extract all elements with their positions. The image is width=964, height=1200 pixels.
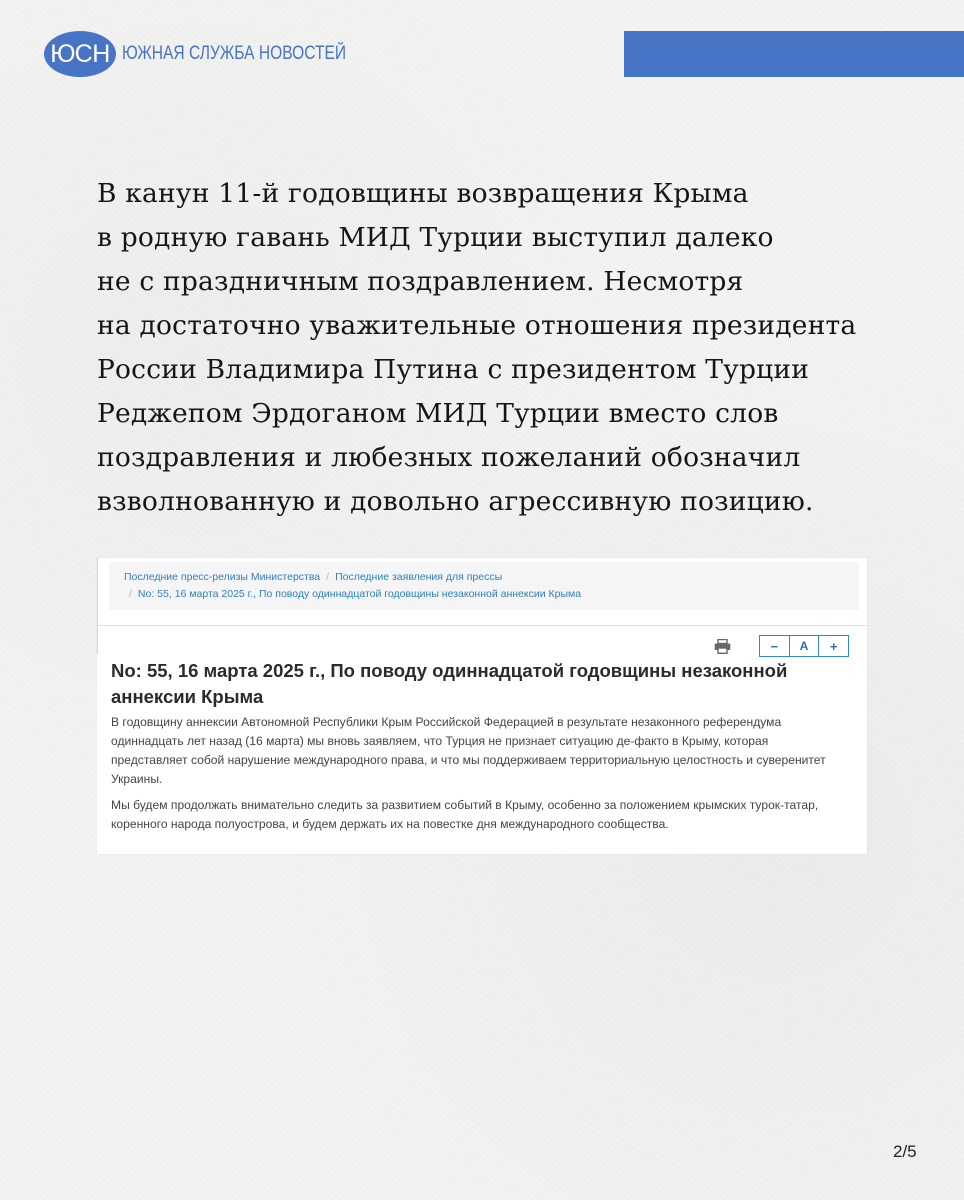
breadcrumb-link-statements[interactable]: Последние заявления для прессы (335, 571, 503, 583)
paragraph-line: одиннадцать лет назад (16 марта) мы вновь заявляем, что Турция не признает ситуацию де-факто в Крыму, которая (111, 734, 769, 748)
divider (97, 625, 867, 626)
release-title (111, 658, 851, 710)
breadcrumb-row (129, 588, 581, 600)
breadcrumb-separator: / (326, 571, 330, 583)
lead-line: не с праздничным поздравлением. Несмотря (97, 266, 744, 297)
paragraph-line: Мы будем продолжать внимательно следить за развитием событий в Крыму, особенно за положением крымских турок-татар, (111, 798, 819, 812)
lead-line: В канун 11-й годовщины возвращения Крыма (97, 178, 749, 209)
press-release-screenshot (97, 558, 867, 854)
screenshot-edge (97, 558, 98, 654)
paragraph-line: представляет собой нарушение международного права, и что мы поддерживаем территориальную целостность и суверенитет (111, 753, 826, 767)
lead-line: Реджепом Эрдоганом МИД Турции вместо слов (97, 398, 779, 429)
header-accent-bar (624, 31, 964, 77)
paragraph-line: В годовщину аннексии Автономной Республики Крым Российской Федерацией в результате незаконного референдума (111, 715, 782, 729)
lead-line: на достаточно уважительные отношения президента (97, 310, 857, 341)
release-title-line: No: 55, 16 марта 2025 г., По поводу одиннадцатой годовщины незаконной (111, 660, 788, 681)
breadcrumb-row (124, 571, 502, 583)
font-decrease-button[interactable]: − (770, 638, 779, 654)
release-paragraph (111, 796, 854, 834)
breadcrumb-separator: / (129, 588, 132, 600)
release-paragraph (111, 713, 854, 789)
breadcrumb-link-press-releases[interactable]: Последние пресс-релизы Министерства (124, 571, 321, 583)
release-title-line: аннексии Крыма (111, 686, 264, 707)
logo-text: ЮЖНАЯ СЛУЖБА НОВОСТЕЙ (122, 43, 347, 64)
font-size-controls (759, 635, 849, 657)
page-number: 2/5 (893, 1142, 917, 1161)
print-icon[interactable] (714, 639, 731, 654)
logo (44, 30, 395, 78)
font-increase-button[interactable]: + (818, 636, 848, 656)
breadcrumb-current[interactable]: No: 55, 16 марта 2025 г., По поводу одиннадцатой годовщины незаконной аннексии Крыма (137, 588, 582, 600)
lead-line: России Владимира Путина с президентом Турции (97, 354, 810, 385)
paragraph-line: Украины. (111, 772, 163, 786)
paragraph-line: коренного народа полуострова, и будем держать их на повестке дня международного сообщества. (111, 817, 669, 831)
lead-line: взволнованную и довольно агрессивную позицию. (97, 486, 814, 517)
logo-badge: ЮСН (44, 31, 116, 77)
lead-text (97, 172, 897, 524)
font-reset-button[interactable]: A (789, 636, 819, 656)
breadcrumb (109, 562, 859, 610)
lead-line: поздравления и любезных пожеланий обозначил (97, 442, 801, 473)
lead-line: в родную гавань МИД Турции выступил далеко (97, 222, 774, 253)
